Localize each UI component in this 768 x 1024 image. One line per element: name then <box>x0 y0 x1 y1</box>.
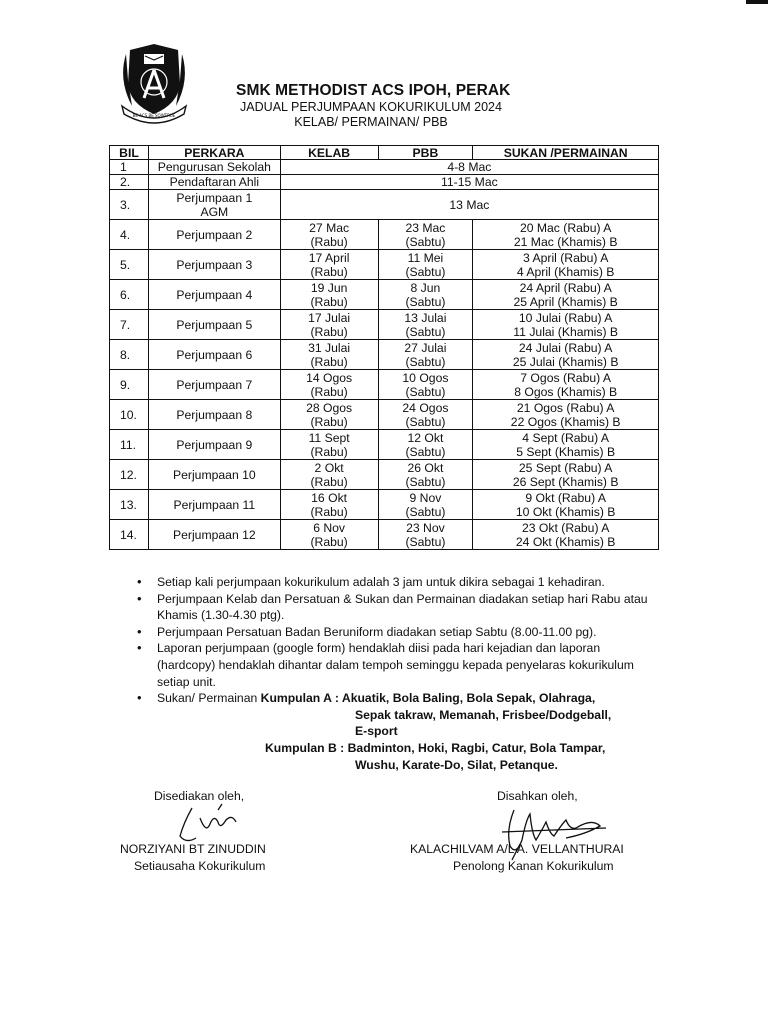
cell-bil: 14. <box>110 520 149 550</box>
cell-kelab-date: 31 Julai <box>308 340 351 355</box>
cell-kelab <box>280 370 378 400</box>
col-header-kelab: KELAB <box>280 146 378 160</box>
cell-kelab-date: 16 Okt <box>311 490 348 505</box>
table-row <box>110 430 659 460</box>
schedule-rows <box>110 220 659 550</box>
cell-pbb-date: 26 Okt <box>407 460 444 475</box>
cell-sukan <box>473 430 659 460</box>
cell-pbb-date: 24 Ogos <box>402 400 449 415</box>
cell-pbb-day: (Sabtu) <box>405 474 446 489</box>
crest-motto: BE ACS BE SOWTRUE <box>132 113 176 118</box>
cell-pbb-date: 9 Nov <box>409 490 442 505</box>
table-row <box>110 190 659 220</box>
cell-pbb-day: (Sabtu) <box>405 534 446 549</box>
cell-pbb-date: 12 Okt <box>407 430 444 445</box>
cell-kelab-day: (Rabu) <box>310 444 348 459</box>
cell-sukan <box>473 310 659 340</box>
note-item: • Laporan perjumpaan (google form) hendaklah diisi pada hari kejadian dan laporan (hardcopy) hendaklah dihantar dalam tempoh seminggu kepada penyelaras kokurikulum setiap unit. <box>157 640 655 690</box>
cell-sukan-b: 4 April (Khamis) B <box>516 264 615 279</box>
approved-name: KALACHILVAM A/L A. VELLANTHURAI <box>410 842 624 856</box>
cell-sukan-b: 8 Ogos (Khamis) B <box>514 384 618 399</box>
cell-sukan-b: 5 Sept (Khamis) B <box>516 444 616 459</box>
cell-kelab <box>280 430 378 460</box>
cell-pbb <box>378 340 473 370</box>
cell-kelab-day: (Rabu) <box>310 264 348 279</box>
cell-sukan <box>473 250 659 280</box>
cell-pbb-date: 13 Julai <box>404 310 447 325</box>
cell-perkara: Perjumpaan 2 <box>148 220 280 250</box>
col-header-perkara: PERKARA <box>148 146 280 160</box>
cell-pbb-day: (Sabtu) <box>405 444 446 459</box>
sukan-prefix: Sukan/ Permainan <box>157 691 261 706</box>
notes-section <box>135 574 655 773</box>
signature-prepared <box>170 800 250 848</box>
cell-sukan-b: 25 Julai (Khamis) B <box>512 354 619 369</box>
table-row <box>110 520 659 550</box>
col-header-pbb: PBB <box>378 146 473 160</box>
kumpulan-a-line1: Akuatik, Bola Baling, Bola Sepak, Olahraga, <box>341 691 596 706</box>
cell-pbb-day: (Sabtu) <box>405 384 446 399</box>
cell-pbb <box>378 520 473 550</box>
cell-kelab <box>280 340 378 370</box>
cell-sukan-b: 25 April (Khamis) B <box>513 294 618 309</box>
cell-pbb <box>378 220 473 250</box>
table-row <box>110 460 659 490</box>
cell-pbb <box>378 490 473 520</box>
kumpulan-a-line2: Sepak takraw, Memanah, Frisbee/Dodgeball, <box>355 707 612 722</box>
cell-pbb <box>378 460 473 490</box>
cell-bil: 8. <box>110 340 149 370</box>
note-item: • Perjumpaan Kelab dan Persatuan & Sukan dan Permainan diadakan setiap hari Rabu atau Khamis (1.30-4.30 ptg). <box>157 591 655 624</box>
cell-kelab-day: (Rabu) <box>310 354 348 369</box>
cell-pbb-day: (Sabtu) <box>405 504 446 519</box>
note-item-sukan <box>157 690 655 773</box>
note-item: • Perjumpaan Persatuan Badan Beruniform diadakan setiap Sabtu (8.00-11.00 pg). <box>157 624 655 641</box>
cell-kelab-date: 17 April <box>308 250 350 265</box>
cell-perkara: Perjumpaan 7 <box>148 370 280 400</box>
cell-sukan-a: 20 Mac (Rabu) A <box>519 220 612 235</box>
cell-pbb-day: (Sabtu) <box>405 294 446 309</box>
cell-kelab-date: 28 Ogos <box>306 400 353 415</box>
cell-perkara: Perjumpaan 3 <box>148 250 280 280</box>
cell-pbb-date: 10 Ogos <box>402 370 449 385</box>
cell-kelab <box>280 220 378 250</box>
cell-pbb <box>378 250 473 280</box>
cell-bil: 13. <box>110 490 149 520</box>
cell-pbb-date: 8 Jun <box>410 280 441 295</box>
cell-tarikh: 11-15 Mac <box>280 175 658 190</box>
cell-kelab <box>280 400 378 430</box>
cell-pbb-day: (Sabtu) <box>405 414 446 429</box>
cell-kelab-date: 11 Sept <box>308 430 350 445</box>
cell-kelab-day: (Rabu) <box>310 384 348 399</box>
cell-kelab-date: 27 Mac <box>309 220 350 235</box>
cell-pbb <box>378 280 473 310</box>
cell-pbb-date: 11 Mei <box>407 250 444 265</box>
kumpulan-a-line3: E-sport <box>355 724 398 739</box>
school-name: SMK METHODIST ACS IPOH, PERAK <box>236 82 511 99</box>
table-header-row <box>110 146 659 160</box>
cell-sukan <box>473 340 659 370</box>
prepared-name: NORZIYANI BT ZINUDDIN <box>120 842 266 856</box>
kumpulan-a-label: Kumpulan A : <box>260 691 342 706</box>
cell-perkara: Perjumpaan 9 <box>148 430 280 460</box>
scan-edge-mark <box>746 0 768 4</box>
cell-pbb <box>378 400 473 430</box>
col-header-bil: BIL <box>110 146 149 160</box>
table-row <box>110 250 659 280</box>
cell-sukan-b: 10 Okt (Khamis) B <box>515 504 616 519</box>
cell-kelab-day: (Rabu) <box>310 324 348 339</box>
cell-sukan <box>473 280 659 310</box>
cell-perkara: Perjumpaan 8 <box>148 400 280 430</box>
cell-pbb-day: (Sabtu) <box>405 324 446 339</box>
cell-kelab <box>280 310 378 340</box>
table-row <box>110 370 659 400</box>
table-row <box>110 280 659 310</box>
cell-sukan-b: 24 Okt (Khamis) B <box>515 534 616 549</box>
cell-sukan-a: 24 Julai (Rabu) A <box>518 340 613 355</box>
cell-bil: 9. <box>110 370 149 400</box>
table-row <box>110 175 659 190</box>
cell-pbb-date: 27 Julai <box>404 340 447 355</box>
cell-pbb-day: (Sabtu) <box>405 234 446 249</box>
cell-pbb <box>378 430 473 460</box>
cell-sukan <box>473 220 659 250</box>
cell-perkara: Perjumpaan 11 <box>148 490 280 520</box>
cell-bil: 2. <box>110 175 149 190</box>
cell-sukan <box>473 400 659 430</box>
cell-perkara: Perjumpaan 12 <box>148 520 280 550</box>
schedule-table <box>109 145 659 550</box>
cell-sukan-a: 25 Sept (Rabu) A <box>518 460 613 475</box>
cell-perkara: Perjumpaan 10 <box>148 460 280 490</box>
cell-tarikh: 13 Mac <box>280 190 658 220</box>
cell-sukan-a: 24 April (Rabu) A <box>519 280 612 295</box>
cell-sukan <box>473 520 659 550</box>
cell-tarikh: 4-8 Mac <box>280 160 658 175</box>
cell-bil: 10. <box>110 400 149 430</box>
document-header <box>236 82 536 130</box>
prepared-role: Setiausaha Kokurikulum <box>134 859 266 873</box>
cell-kelab-date: 17 Julai <box>308 310 351 325</box>
cell-perkara-line1: Perjumpaan 1 <box>176 190 253 205</box>
cell-kelab-day: (Rabu) <box>310 504 348 519</box>
cell-kelab-day: (Rabu) <box>310 294 348 309</box>
cell-sukan-a: 4 Sept (Rabu) A <box>522 430 610 445</box>
cell-sukan-b: 11 Julai (Khamis) B <box>513 324 619 339</box>
cell-perkara <box>148 190 280 220</box>
cell-perkara-line2: AGM <box>200 204 229 219</box>
cell-kelab-day: (Rabu) <box>310 474 348 489</box>
cell-sukan-b: 21 Mac (Khamis) B <box>513 234 618 249</box>
cell-sukan <box>473 460 659 490</box>
note-item: • Setiap kali perjumpaan kokurikulum adalah 3 jam untuk dikira sebagai 1 kehadiran. <box>157 574 655 591</box>
cell-sukan <box>473 490 659 520</box>
cell-bil: 11. <box>110 430 149 460</box>
kumpulan-b-line2: Wushu, Karate-Do, Silat, Petanque. <box>355 757 558 772</box>
cell-bil: 12. <box>110 460 149 490</box>
signature-approved <box>496 800 606 862</box>
cell-sukan-a: 10 Julai (Rabu) A <box>518 310 613 325</box>
document-subtitle: KELAB/ PERMAINAN/ PBB <box>294 115 448 129</box>
cell-bil: 1 <box>110 160 149 175</box>
table-row <box>110 310 659 340</box>
cell-pbb <box>378 370 473 400</box>
kumpulan-b-line1: Badminton, Hoki, Ragbi, Catur, Bola Tampar, <box>347 740 606 755</box>
cell-kelab <box>280 460 378 490</box>
cell-sukan-a: 9 Okt (Rabu) A <box>525 490 606 505</box>
cell-kelab-day: (Rabu) <box>310 234 348 249</box>
cell-pbb-date: 23 Mac <box>405 220 446 235</box>
cell-kelab-day: (Rabu) <box>310 414 348 429</box>
cell-sukan-a: 21 Ogos (Rabu) A <box>516 400 615 415</box>
approved-role: Penolong Kanan Kokurikulum <box>453 859 614 873</box>
cell-sukan-b: 26 Sept (Khamis) B <box>512 474 619 489</box>
cell-pbb-day: (Sabtu) <box>405 264 446 279</box>
cell-perkara: Perjumpaan 4 <box>148 280 280 310</box>
cell-kelab <box>280 280 378 310</box>
table-row <box>110 400 659 430</box>
cell-kelab-day: (Rabu) <box>310 534 348 549</box>
kumpulan-b-label: Kumpulan B : <box>265 740 348 755</box>
cell-bil: 6. <box>110 280 149 310</box>
cell-pbb-day: (Sabtu) <box>405 354 446 369</box>
table-row <box>110 340 659 370</box>
cell-perkara: Pengurusan Sekolah <box>148 160 280 175</box>
cell-sukan-a: 23 Okt (Rabu) A <box>521 520 610 535</box>
table-row <box>110 160 659 175</box>
cell-kelab <box>280 250 378 280</box>
cell-perkara: Perjumpaan 6 <box>148 340 280 370</box>
school-crest-logo <box>118 40 190 126</box>
cell-bil: 7. <box>110 310 149 340</box>
cell-sukan-b: 22 Ogos (Khamis) B <box>510 414 621 429</box>
cell-perkara: Pendaftaran Ahli <box>148 175 280 190</box>
cell-kelab-date: 19 Jun <box>310 280 348 295</box>
prepared-label: Disediakan oleh, <box>154 789 245 803</box>
cell-bil: 5. <box>110 250 149 280</box>
cell-pbb <box>378 310 473 340</box>
cell-kelab-date: 6 Nov <box>313 520 346 535</box>
cell-kelab <box>280 490 378 520</box>
cell-kelab <box>280 520 378 550</box>
cell-sukan-a: 7 Ogos (Rabu) A <box>520 370 612 385</box>
cell-sukan-a: 3 April (Rabu) A <box>522 250 609 265</box>
approved-label: Disahkan oleh, <box>497 789 578 803</box>
col-header-sukan: SUKAN /PERMAINAN <box>473 146 659 160</box>
cell-bil: 3. <box>110 190 149 220</box>
cell-kelab-date: 14 Ogos <box>306 370 353 385</box>
cell-kelab-date: 2 Okt <box>314 460 344 475</box>
cell-perkara: Perjumpaan 5 <box>148 310 280 340</box>
table-row <box>110 220 659 250</box>
cell-pbb-date: 23 Nov <box>406 520 445 535</box>
cell-bil: 4. <box>110 220 149 250</box>
document-title: JADUAL PERJUMPAAN KOKURIKULUM 2024 <box>240 100 502 114</box>
table-row <box>110 490 659 520</box>
cell-sukan <box>473 370 659 400</box>
